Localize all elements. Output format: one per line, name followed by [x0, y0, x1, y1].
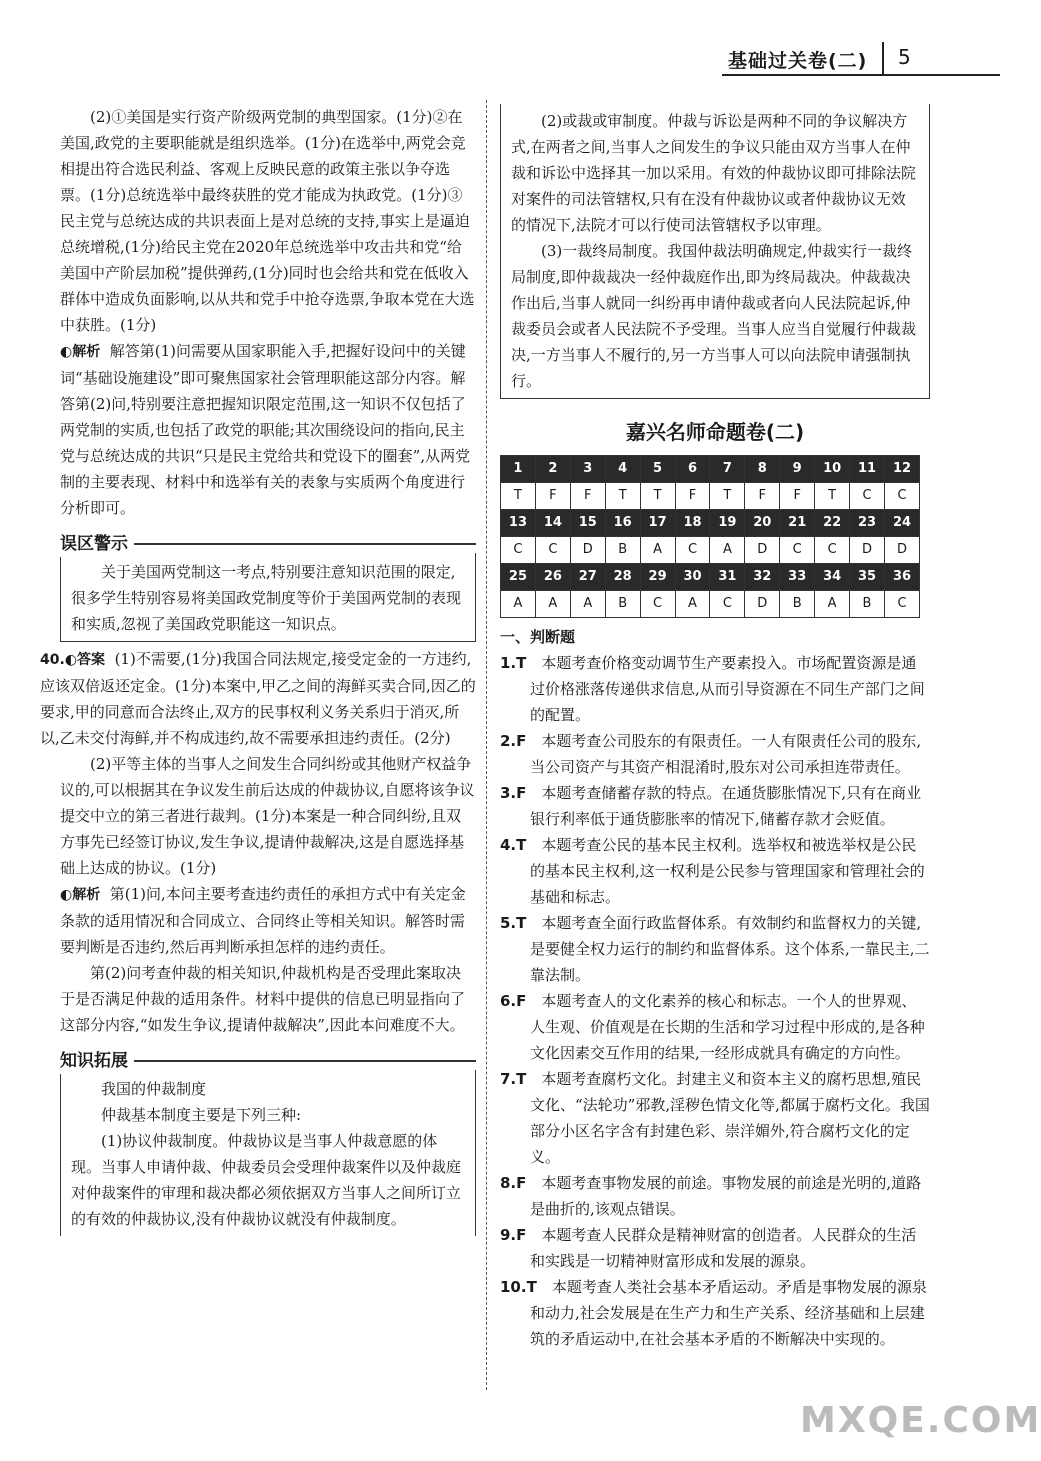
answer-number-cell: 12 — [884, 456, 919, 483]
header-title: 基础过关卷(二) — [728, 50, 868, 72]
answer-number-cell: 21 — [780, 510, 815, 537]
answer-letter-cell: C — [640, 591, 675, 618]
answer-number-cell: 23 — [850, 510, 885, 537]
judgement-item-text: 本题考查人类社会基本矛盾运动。矛盾是事物发展的源泉和动力,社会发展是在生产力和生产关系、经济基础和上层建筑的矛盾运动中,在社会基本矛盾的不断解决中实现的。 — [530, 1278, 927, 1348]
judgement-item — [500, 988, 930, 1066]
header-rule — [722, 74, 1000, 76]
answer-number-cell: 17 — [640, 510, 675, 537]
judgement-item-number: 8.F — [500, 1174, 527, 1192]
judgement-item-text: 本题考查储蓄存款的特点。在通货膨胀情况下,只有在商业银行利率低于通货膨胀率的情况下,储蓄存款才会贬值。 — [530, 784, 922, 828]
judgement-item-text: 本题考查人民群众是精神财富的创造者。人民群众的生活和实践是一切精神财富形成和发展的源泉。 — [530, 1226, 917, 1270]
judgement-item-number: 3.F — [500, 784, 527, 802]
answer-number-cell: 27 — [570, 564, 605, 591]
answer-number-cell: 34 — [815, 564, 850, 591]
judgement-item — [500, 728, 930, 780]
analysis-40-paragraph — [60, 881, 476, 960]
answer-letter-cell: B — [605, 591, 640, 618]
answer-letter-cell: D — [745, 537, 780, 564]
knowledge-ext-p2: (2)或裁或审制度。仲裁与诉讼是两种不同的争议解决方式,在两者之间,当事人之间发生的争议只能由双方当事人在仲裁和诉讼中选择其一加以采用。有效的仲裁协议即可排除法院对案件的司法管辖权,只有在没有仲裁协议或者仲裁协议无效的情况下,法院才可以行使司法管辖权予以审理。 — [511, 112, 917, 234]
judgement-item-text: 本题考查公民的基本民主权利。选举权和被选举权是公民的基本民主权利,这一权利是公民参与管理国家和管理社会的基础和标志。 — [530, 836, 925, 906]
judgement-item — [500, 1066, 930, 1170]
section-title: 嘉兴名师命题卷(二) — [625, 420, 805, 444]
mistake-warning-title: 误区警示 — [60, 531, 134, 557]
answer-letter-cell: A — [815, 591, 850, 618]
judgement-item — [500, 1170, 930, 1222]
answer-letter-cell: T — [640, 483, 675, 510]
page-number: 5 — [898, 45, 911, 69]
answer-number-row — [501, 456, 920, 483]
answer-number-cell: 10 — [815, 456, 850, 483]
judgement-item — [500, 832, 930, 910]
judgement-item-number: 7.T — [500, 1070, 527, 1088]
answer-letter-row — [501, 591, 920, 618]
answer-number-cell: 13 — [501, 510, 536, 537]
answer-number-cell: 35 — [850, 564, 885, 591]
answer-number-cell: 28 — [605, 564, 640, 591]
answer-letter-cell: C — [675, 537, 710, 564]
answer-number-cell: 9 — [780, 456, 815, 483]
answer-number-cell: 2 — [535, 456, 570, 483]
answer-number-cell: 14 — [535, 510, 570, 537]
answer-number-cell: 19 — [710, 510, 745, 537]
answer-number-cell: 36 — [884, 564, 919, 591]
knowledge-ext-p3: (3)一裁终局制度。我国仲裁法明确规定,仲裁实行一裁终局制度,即仲裁裁决一经仲裁庭作出,即为终局裁决。仲裁裁决作出后,当事人就同一纠纷再申请仲裁或者向人民法院起诉,仲裁委员会或者人民法院不予受理。当事人应当自觉履行仲裁裁决,一方当事人不履行的,另一方当事人可以向法院申请强制执行。 — [511, 242, 917, 390]
answer-number-cell: 15 — [570, 510, 605, 537]
answer-letter-cell: C — [884, 483, 919, 510]
answer-number-row — [501, 564, 920, 591]
answer-number-cell: 11 — [850, 456, 885, 483]
answer-letter-cell: C — [850, 483, 885, 510]
answer-number-cell: 26 — [535, 564, 570, 591]
watermark: MXQE.COM — [800, 1400, 1041, 1441]
knowledge-ext-line3: (1)协议仲裁制度。仲裁协议是当事人仲裁意愿的体现。当事人申请仲裁、仲裁委员会受理仲裁案件以及仲裁庭对仲裁案件的审理和裁决都必须依据双方当事人之间所订立的有效的仲裁协议,没有仲裁协议就没有仲裁制度。 — [71, 1132, 462, 1228]
answer-letter-cell: F — [675, 483, 710, 510]
judgement-item — [500, 780, 930, 832]
answer-letter-cell: A — [501, 591, 536, 618]
answer-letter-cell: T — [501, 483, 536, 510]
answer-letter-cell: C — [884, 591, 919, 618]
analysis-label: 解析 — [72, 344, 101, 360]
judgement-item-text: 本题考查价格变动调节生产要素投入。市场配置资源是通过价格涨落传递供求信息,从而引导资源在不同生产部门之间的配置。 — [530, 654, 925, 724]
answer-letter-cell: T — [815, 483, 850, 510]
judgement-item-number: 2.F — [500, 732, 527, 750]
answer-letter-cell: A — [640, 537, 675, 564]
answer-number-cell: 7 — [710, 456, 745, 483]
analysis-icon: ◐ — [60, 344, 73, 360]
knowledge-ext-continued-box — [500, 104, 930, 399]
answer-letter-cell: C — [710, 591, 745, 618]
answer-letter-cell: D — [570, 537, 605, 564]
right-column — [500, 104, 930, 1352]
answer-letter-cell: A — [710, 537, 745, 564]
answer-key-table — [500, 455, 920, 618]
page-header — [722, 38, 1000, 76]
answer-number-cell: 3 — [570, 456, 605, 483]
judgement-item — [500, 1222, 930, 1274]
question-40-answer — [40, 646, 476, 751]
knowledge-ext-line1: 我国的仲裁制度 — [101, 1080, 207, 1098]
judgement-items — [500, 650, 930, 1352]
answer-number-cell: 16 — [605, 510, 640, 537]
analysis-40-text-a: 第(1)问,本问主要考查违约责任的承担方式中有关定金条款的适用情况和合同成立、合同终止等相关知识。解答时需要判断是否违约,然后再判断承担怎样的违约责任。 — [60, 885, 466, 956]
answer-number-cell: 29 — [640, 564, 675, 591]
answer-letter-cell: C — [780, 537, 815, 564]
answer-letter-cell: F — [780, 483, 815, 510]
part-heading: 一、判断题 — [500, 628, 576, 646]
judgement-item-number: 5.T — [500, 914, 527, 932]
judgement-item-number: 9.F — [500, 1226, 527, 1244]
analysis-icon: ◐ — [60, 887, 73, 903]
knowledge-ext-box — [60, 1070, 476, 1236]
knowledge-ext-header — [60, 1050, 476, 1072]
answer-letter-cell: C — [535, 537, 570, 564]
answer-number-cell: 32 — [745, 564, 780, 591]
answer-number-cell: 31 — [710, 564, 745, 591]
answer-letter-cell: T — [605, 483, 640, 510]
analysis-text: 解答第(1)问需要从国家职能入手,把握好设问中的关键词“基础设施建设”即可聚焦国家社会管理职能这部分内容。解答第(2)问,特别要注意把握知识限定范围,这一知识不仅包括了两党制的实质,也包括了政党的职能;其次围绕设问的指向,民主党与总统达成的共识“只是民主党给共和党设下的圈套”,从两党制的主要表现、材料中和选举有关的表象与实质两个角度进行分析即可。 — [60, 342, 471, 517]
left-column — [40, 104, 476, 1236]
answer-letter-cell: F — [570, 483, 605, 510]
judgement-item-text: 本题考查事物发展的前途。事物发展的前途是光明的,道路是曲折的,该观点错误。 — [530, 1174, 922, 1218]
judgement-item-number: 10.T — [500, 1278, 537, 1296]
judgement-item — [500, 1274, 930, 1352]
answer-letter-cell: B — [780, 591, 815, 618]
answer-number-row — [501, 510, 920, 537]
mistake-warning-box — [60, 553, 476, 642]
answer-number-cell: 33 — [780, 564, 815, 591]
knowledge-ext-title: 知识拓展 — [60, 1048, 134, 1074]
judgement-item — [500, 650, 930, 728]
answer-number-cell: 22 — [815, 510, 850, 537]
answer-number-cell: 20 — [745, 510, 780, 537]
answer-letter-cell: B — [850, 591, 885, 618]
answer-letter-cell: D — [745, 591, 780, 618]
answer-letter-row — [501, 537, 920, 564]
judgement-item-number: 1.T — [500, 654, 527, 672]
answer-letter-row — [501, 483, 920, 510]
answer-letter-cell: A — [675, 591, 710, 618]
analysis-40-text-b: 第(2)问考查仲裁的相关知识,仲裁机构是否受理此案取决于是否满足仲裁的适用条件。材料中提供的信息已明显指向了这部分内容,“如发生争议,提请仲裁解决”,因此本问难度不大。 — [60, 964, 466, 1034]
answer-number-cell: 5 — [640, 456, 675, 483]
judgement-item-text: 本题考查人的文化素养的核心和标志。一个人的世界观、人生观、价值观是在长期的生活和学习过程中形成的,是各种文化因素交互作用的结果,一经形成就具有确定的方向性。 — [530, 992, 925, 1062]
answer-40-part2: (2)平等主体的当事人之间发生合同纠纷或其他财产权益争议的,可以根据其在争议发生前后达成的仲裁协议,自愿将该争议提交中立的第三者进行裁判。(1分)本案是一种合同纠纷,且双方事先已经签订协议,发生争议,提请仲裁解决,这是自愿选择基础上达成的协议。(1分) — [60, 755, 475, 877]
answer-paragraph-39-2: (2)①美国是实行资产阶级两党制的典型国家。(1分)②在美国,政党的主要职能就是组织选举。(1分)在选举中,两党会竞相提出符合选民利益、客观上反映民意的政策主张以争夺选票。(1分)总统选举中最终获胜的党才能成为执政党。(1分)③民主党与总统达成的共识表面上是对总统的支持,事实上是逼迫总统增税,(1分)给民主党在2020年总统选举中攻击共和党“给美国中产阶层加税”提供弹药,(1分)同时也会给共和党在低收入群体中造成负面影响,以从共和党手中抢夺选票,争取本党在大选中获胜。(1分) — [60, 108, 475, 334]
judgement-item-text: 本题考查腐朽文化。封建主义和资本主义的腐朽思想,殖民文化、“法轮功”邪教,淫秽色情文化等,都属于腐朽文化。我国部分小区名字含有封建色彩、崇洋媚外,符合腐朽文化的定义。 — [530, 1070, 930, 1166]
judgement-item — [500, 910, 930, 988]
question-number: 40. — [40, 652, 65, 668]
judgement-item-number: 4.T — [500, 836, 527, 854]
answer-number-cell: 30 — [675, 564, 710, 591]
answer-letter-cell: F — [535, 483, 570, 510]
header-separator — [882, 42, 884, 76]
answer-letter-cell: A — [535, 591, 570, 618]
analysis-label: 解析 — [72, 887, 101, 903]
analysis-paragraph — [60, 338, 476, 521]
answer-40-part1: (1)不需要,(1分)我国合同法规定,接受定金的一方违约,应该双倍返还定金。(1分)本案中,甲乙之间的海鲜买卖合同,因乙的要求,甲的同意而合法终止,双方的民事权利义务关系归于消灭,所以,乙未交付海鲜,并不构成违约,故不需要承担违约责任。(2分) — [40, 650, 476, 747]
answer-letter-cell: B — [605, 537, 640, 564]
answer-letter-cell: F — [745, 483, 780, 510]
column-divider — [486, 100, 487, 1390]
answer-letter-cell: C — [501, 537, 536, 564]
judgement-item-text: 本题考查公司股东的有限责任。一人有限责任公司的股东,当公司资产与其资产相混淆时,股东对公司承担连带责任。 — [530, 732, 922, 776]
answer-number-cell: 1 — [501, 456, 536, 483]
answer-number-cell: 25 — [501, 564, 536, 591]
answer-icon: ◐ — [64, 652, 78, 668]
answer-number-cell: 4 — [605, 456, 640, 483]
mistake-warning-text: 关于美国两党制这一考点,特别要注意知识范围的限定,很多学生特别容易将美国政党制度等价于美国两党制的表现和实质,忽视了美国政党职能这一知识点。 — [71, 563, 462, 633]
knowledge-ext-line2: 仲裁基本制度主要是下列三种: — [101, 1106, 302, 1124]
answer-number-cell: 18 — [675, 510, 710, 537]
judgement-item-text: 本题考查全面行政监督体系。有效制约和监督权力的关键,是要健全权力运行的制约和监督体系。这个体系,一靠民主,二靠法制。 — [530, 914, 930, 984]
answer-letter-cell: D — [884, 537, 919, 564]
answer-number-cell: 6 — [675, 456, 710, 483]
answer-label: 答案 — [77, 652, 106, 668]
answer-letter-cell: T — [710, 483, 745, 510]
answer-letter-cell: D — [850, 537, 885, 564]
mistake-warning-header — [60, 533, 476, 555]
answer-number-cell: 24 — [884, 510, 919, 537]
judgement-item-number: 6.F — [500, 992, 527, 1010]
answer-letter-cell: A — [570, 591, 605, 618]
answer-number-cell: 8 — [745, 456, 780, 483]
answer-letter-cell: C — [815, 537, 850, 564]
